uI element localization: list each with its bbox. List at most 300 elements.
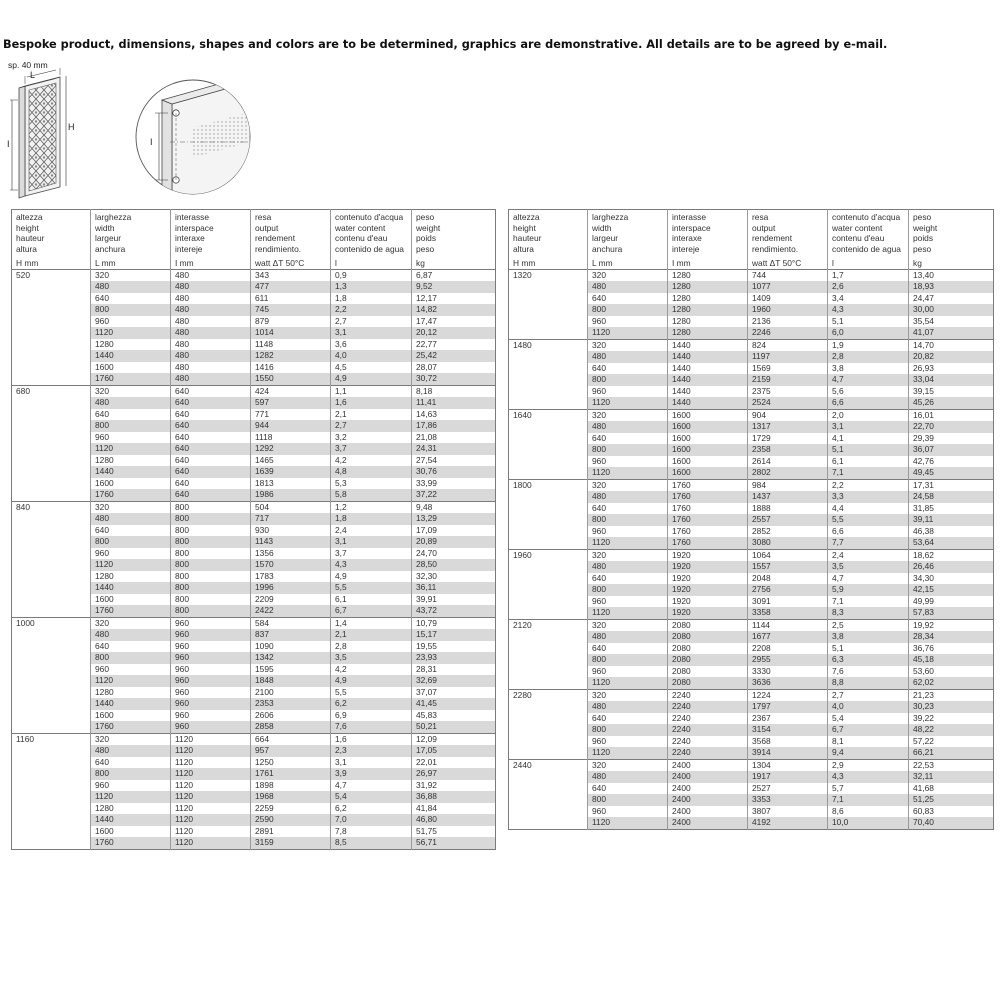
table-cell: 20,82 <box>909 351 994 363</box>
table-cell: 7,8 <box>331 826 412 838</box>
table-cell: 320 <box>588 269 668 281</box>
table-cell: 43,72 <box>412 605 496 617</box>
height-cell <box>509 643 588 655</box>
table-cell: 4,7 <box>331 780 412 792</box>
table-cell: 2,4 <box>828 549 909 561</box>
height-cell: 520 <box>12 269 91 281</box>
table-cell: 17,47 <box>412 316 496 328</box>
table-cell: 800 <box>588 584 668 596</box>
table-cell: 1465 <box>251 455 331 467</box>
table-row <box>509 584 994 596</box>
height-cell <box>509 713 588 725</box>
table-cell: 7,1 <box>828 467 909 479</box>
table-row <box>509 666 994 678</box>
table-cell: 42,76 <box>909 456 994 468</box>
table-cell: 3636 <box>748 677 828 689</box>
table-cell: 1144 <box>748 619 828 631</box>
table-cell: 1440 <box>91 350 171 362</box>
table-cell: 28,34 <box>909 631 994 643</box>
height-cell <box>509 327 588 339</box>
table-row <box>12 501 496 513</box>
table-cell: 957 <box>251 745 331 757</box>
table-row <box>12 420 496 432</box>
table-cell: 1677 <box>748 631 828 643</box>
column-header-line: output <box>255 222 279 233</box>
table-row <box>509 514 994 526</box>
table-cell: 5,3 <box>331 478 412 490</box>
table-cell: 9,52 <box>412 281 496 293</box>
table-cell: 1960 <box>748 304 828 316</box>
table-cell: 46,80 <box>412 814 496 826</box>
table-cell: 1416 <box>251 362 331 374</box>
table-cell: 1409 <box>748 293 828 305</box>
length-label: L <box>30 70 36 80</box>
table-cell: 3,5 <box>828 561 909 573</box>
table-cell: 19,92 <box>909 619 994 631</box>
table-cell: 824 <box>748 339 828 351</box>
table-cell: 2524 <box>748 397 828 409</box>
height-cell <box>509 491 588 503</box>
table-row <box>509 771 994 783</box>
table-cell: 20,12 <box>412 327 496 339</box>
column-header-line: poids <box>913 233 934 244</box>
table-cell: 960 <box>588 456 668 468</box>
table-cell: 2240 <box>668 701 748 713</box>
table-cell: 3,9 <box>331 768 412 780</box>
table-cell: 1280 <box>91 571 171 583</box>
table-row <box>509 397 994 409</box>
table-row <box>509 596 994 608</box>
table-cell: 3568 <box>748 736 828 748</box>
table-cell: 800 <box>171 501 251 513</box>
table-cell: 3,7 <box>331 443 412 455</box>
table-row <box>509 724 994 736</box>
table-cell: 3,7 <box>331 548 412 560</box>
table-cell: 3807 <box>748 806 828 818</box>
table-row <box>509 806 994 818</box>
column-header-line: poids <box>416 233 437 244</box>
table-cell: 53,60 <box>909 666 994 678</box>
table-row <box>12 571 496 583</box>
table-row <box>509 479 994 491</box>
table-cell: 1120 <box>91 675 171 687</box>
table-row <box>12 536 496 548</box>
column-header <box>588 210 668 270</box>
table-cell: 984 <box>748 479 828 491</box>
table-row <box>509 374 994 386</box>
table-cell: 1,2 <box>331 501 412 513</box>
table-cell: 1280 <box>91 803 171 815</box>
table-cell: 320 <box>91 733 171 745</box>
table-cell: 1920 <box>668 549 748 561</box>
height-cell <box>12 687 91 699</box>
table-cell: 1120 <box>91 443 171 455</box>
table-cell: 717 <box>251 513 331 525</box>
table-cell: 1760 <box>668 514 748 526</box>
table-cell: 1600 <box>91 478 171 490</box>
table-row <box>12 443 496 455</box>
table-cell: 1920 <box>668 584 748 596</box>
height-cell <box>509 736 588 748</box>
table-cell: 1440 <box>668 386 748 398</box>
table-cell: 16,01 <box>909 409 994 421</box>
table-cell: 640 <box>91 757 171 769</box>
table-cell: 3,1 <box>331 536 412 548</box>
table-cell: 1120 <box>171 791 251 803</box>
table-row <box>12 594 496 606</box>
height-cell <box>12 536 91 548</box>
table-cell: 1120 <box>588 397 668 409</box>
table-cell: 7,6 <box>828 666 909 678</box>
table-cell: 1600 <box>91 826 171 838</box>
table-row <box>12 582 496 594</box>
table-cell: 9,4 <box>828 747 909 759</box>
table-cell: 17,31 <box>909 479 994 491</box>
column-header-line: largeur <box>95 233 122 244</box>
table-cell: 640 <box>171 489 251 501</box>
column-header-line: anchura <box>592 243 623 254</box>
height-cell <box>12 525 91 537</box>
table-cell: 2802 <box>748 467 828 479</box>
table-cell: 2400 <box>668 794 748 806</box>
table-cell: 6,9 <box>331 710 412 722</box>
table-cell: 480 <box>171 350 251 362</box>
table-cell: 1014 <box>251 327 331 339</box>
height-cell <box>12 350 91 362</box>
table-cell: 1600 <box>668 456 748 468</box>
table-cell: 2590 <box>251 814 331 826</box>
height-cell <box>509 386 588 398</box>
height-cell <box>509 806 588 818</box>
table-cell: 27,54 <box>412 455 496 467</box>
table-cell: 1600 <box>668 433 748 445</box>
table-cell: 1729 <box>748 433 828 445</box>
column-header <box>909 210 994 270</box>
table-cell: 53,64 <box>909 537 994 549</box>
table-row <box>12 373 496 385</box>
table-row <box>509 817 994 829</box>
table-cell: 1280 <box>91 455 171 467</box>
table-cell: 960 <box>171 629 251 641</box>
table-cell: 2367 <box>748 713 828 725</box>
table-cell: 3,3 <box>828 491 909 503</box>
table-row <box>12 780 496 792</box>
table-row <box>12 293 496 305</box>
table-cell: 640 <box>171 385 251 397</box>
height-cell <box>12 432 91 444</box>
table-cell: 1120 <box>588 467 668 479</box>
table-cell: 1120 <box>171 768 251 780</box>
height-cell <box>12 757 91 769</box>
height-cell <box>12 304 91 316</box>
table-cell: 480 <box>91 629 171 641</box>
table-cell: 1120 <box>171 837 251 849</box>
table-cell: 1639 <box>251 466 331 478</box>
height-cell: 1640 <box>509 409 588 421</box>
table-row <box>509 759 994 771</box>
table-row <box>12 397 496 409</box>
table-cell: 18,62 <box>909 549 994 561</box>
table-cell: 1280 <box>668 281 748 293</box>
column-header-line: intereje <box>672 243 700 254</box>
table-cell: 2400 <box>668 783 748 795</box>
table-cell: 2080 <box>668 643 748 655</box>
table-row <box>509 433 994 445</box>
table-cell: 480 <box>171 373 251 385</box>
height-cell: 1320 <box>509 269 588 281</box>
table-cell: 2955 <box>748 654 828 666</box>
table-cell: 800 <box>91 304 171 316</box>
table-cell: 26,93 <box>909 363 994 375</box>
height-cell <box>12 791 91 803</box>
table-row <box>12 559 496 571</box>
height-cell: 1480 <box>509 339 588 351</box>
table-row <box>12 489 496 501</box>
table-cell: 960 <box>171 698 251 710</box>
table-row <box>12 791 496 803</box>
column-header-line: anchura <box>95 243 126 254</box>
table-cell: 2080 <box>668 619 748 631</box>
height-cell <box>509 397 588 409</box>
table-cell: 879 <box>251 316 331 328</box>
table-cell: 39,11 <box>909 514 994 526</box>
table-row <box>509 643 994 655</box>
column-header-line: watt ΔT 50°C <box>255 258 305 269</box>
table-cell: 7,0 <box>331 814 412 826</box>
table-cell: 2,1 <box>331 629 412 641</box>
column-header-line: width <box>95 222 115 233</box>
height-cell <box>509 467 588 479</box>
table-cell: 49,99 <box>909 596 994 608</box>
column-header-line: contenuto d'acqua <box>335 212 404 222</box>
table-cell: 2527 <box>748 783 828 795</box>
table-cell: 42,15 <box>909 584 994 596</box>
table-cell: 343 <box>251 269 331 281</box>
table-cell: 480 <box>588 421 668 433</box>
column-header-line: l <box>335 258 337 269</box>
table-cell: 19,55 <box>412 641 496 653</box>
table-cell: 960 <box>588 736 668 748</box>
table-row <box>12 409 496 421</box>
table-cell: 1250 <box>251 757 331 769</box>
table-cell: 22,77 <box>412 339 496 351</box>
table-cell: 800 <box>171 582 251 594</box>
table-cell: 597 <box>251 397 331 409</box>
column-header-line: water content <box>335 222 386 233</box>
table-cell: 800 <box>171 548 251 560</box>
height-cell <box>12 710 91 722</box>
table-cell: 1437 <box>748 491 828 503</box>
table-row <box>12 675 496 687</box>
table-cell: 2,2 <box>828 479 909 491</box>
table-cell: 1120 <box>171 757 251 769</box>
table-cell: 800 <box>588 724 668 736</box>
table-cell: 24,31 <box>412 443 496 455</box>
table-cell: 21,23 <box>909 689 994 701</box>
column-header-line: H mm <box>16 258 39 269</box>
table-cell: 41,84 <box>412 803 496 815</box>
height-cell <box>509 783 588 795</box>
height-cell <box>12 826 91 838</box>
height-cell <box>509 304 588 316</box>
table-row <box>509 351 994 363</box>
table-cell: 1282 <box>251 350 331 362</box>
column-header <box>331 210 412 270</box>
table-cell: 31,85 <box>909 503 994 515</box>
table-cell: 3154 <box>748 724 828 736</box>
table-cell: 1,8 <box>331 513 412 525</box>
table-cell: 1888 <box>748 503 828 515</box>
table-cell: 480 <box>91 281 171 293</box>
table-row <box>509 293 994 305</box>
table-cell: 320 <box>91 269 171 281</box>
table-cell: 4,0 <box>828 701 909 713</box>
table-cell: 640 <box>91 293 171 305</box>
table-cell: 640 <box>171 443 251 455</box>
table-cell: 1761 <box>251 768 331 780</box>
table-cell: 960 <box>91 664 171 676</box>
column-header-line: interaxe <box>175 233 205 244</box>
table-row <box>509 269 994 281</box>
table-cell: 1148 <box>251 339 331 351</box>
height-cell <box>12 768 91 780</box>
column-header <box>91 210 171 270</box>
table-cell: 70,40 <box>909 817 994 829</box>
table-cell: 14,82 <box>412 304 496 316</box>
table-cell: 320 <box>91 617 171 629</box>
height-cell <box>12 571 91 583</box>
height-cell <box>509 631 588 643</box>
table-row <box>12 316 496 328</box>
table-cell: 480 <box>171 327 251 339</box>
table-cell: 60,83 <box>909 806 994 818</box>
table-cell: 1898 <box>251 780 331 792</box>
table-cell: 1077 <box>748 281 828 293</box>
table-cell: 2375 <box>748 386 828 398</box>
table-cell: 1986 <box>251 489 331 501</box>
table-cell: 3,8 <box>828 363 909 375</box>
table-cell: 800 <box>171 525 251 537</box>
table-cell: 2756 <box>748 584 828 596</box>
table-cell: 1569 <box>748 363 828 375</box>
height-cell <box>12 548 91 560</box>
table-cell: 800 <box>171 536 251 548</box>
table-cell: 2852 <box>748 526 828 538</box>
height-cell: 2120 <box>509 619 588 631</box>
table-cell: 1292 <box>251 443 331 455</box>
table-row <box>509 363 994 375</box>
table-cell: 904 <box>748 409 828 421</box>
table-cell: 480 <box>171 269 251 281</box>
table-cell: 1600 <box>668 421 748 433</box>
height-cell <box>12 327 91 339</box>
table-cell: 800 <box>588 444 668 456</box>
column-header <box>668 210 748 270</box>
table-cell: 960 <box>588 316 668 328</box>
table-cell: 31,92 <box>412 780 496 792</box>
table-cell: 640 <box>588 363 668 375</box>
height-cell <box>12 409 91 421</box>
height-cell <box>509 607 588 619</box>
table-cell: 1760 <box>668 503 748 515</box>
table-cell: 480 <box>588 281 668 293</box>
height-cell: 2280 <box>509 689 588 701</box>
table-cell: 960 <box>171 687 251 699</box>
table-cell: 1760 <box>668 479 748 491</box>
header-row <box>509 210 994 270</box>
height-cell <box>12 721 91 733</box>
table-row <box>509 607 994 619</box>
height-cell <box>509 514 588 526</box>
height-cell <box>509 293 588 305</box>
table-row <box>509 316 994 328</box>
table-cell: 4,2 <box>331 664 412 676</box>
table-cell: 640 <box>171 409 251 421</box>
table-cell: 5,5 <box>828 514 909 526</box>
table-cell: 4,8 <box>331 466 412 478</box>
table-row <box>12 617 496 629</box>
height-cell <box>12 698 91 710</box>
table-cell: 1120 <box>91 559 171 571</box>
table-cell: 800 <box>91 536 171 548</box>
table-cell: 41,07 <box>909 327 994 339</box>
table-row <box>12 710 496 722</box>
table-cell: 320 <box>588 479 668 491</box>
table-cell: 2100 <box>251 687 331 699</box>
height-cell <box>12 339 91 351</box>
table-cell: 960 <box>91 316 171 328</box>
table-cell: 2,8 <box>828 351 909 363</box>
table-cell: 800 <box>588 794 668 806</box>
table-cell: 1797 <box>748 701 828 713</box>
table-cell: 504 <box>251 501 331 513</box>
table-cell: 22,70 <box>909 421 994 433</box>
table-cell: 39,22 <box>909 713 994 725</box>
table-cell: 1917 <box>748 771 828 783</box>
table-cell: 480 <box>588 351 668 363</box>
table-cell: 1143 <box>251 536 331 548</box>
table-cell: 39,91 <box>412 594 496 606</box>
table-cell: 320 <box>588 689 668 701</box>
column-header-line: larghezza <box>592 212 629 222</box>
table-cell: 5,5 <box>331 582 412 594</box>
table-cell: 36,11 <box>412 582 496 594</box>
thickness-label: sp. 40 mm <box>8 60 48 70</box>
table-row <box>509 526 994 538</box>
table-header <box>509 210 994 270</box>
table-cell: 640 <box>171 420 251 432</box>
table-cell: 640 <box>171 397 251 409</box>
table-cell: 4,7 <box>828 374 909 386</box>
table-cell: 2557 <box>748 514 828 526</box>
height-cell <box>12 293 91 305</box>
table-row <box>12 548 496 560</box>
height-cell <box>12 478 91 490</box>
table-cell: 2,6 <box>828 281 909 293</box>
table-cell: 32,69 <box>412 675 496 687</box>
table-cell: 640 <box>588 503 668 515</box>
column-header <box>509 210 588 270</box>
column-header-line: contenu d'eau <box>832 233 885 244</box>
table-header <box>12 210 496 270</box>
column-header-line: width <box>592 222 612 233</box>
table-cell: 29,39 <box>909 433 994 445</box>
table-row <box>509 421 994 433</box>
table-cell: 1595 <box>251 664 331 676</box>
table-cell: 1342 <box>251 652 331 664</box>
table-body <box>509 269 994 829</box>
table-row <box>509 503 994 515</box>
